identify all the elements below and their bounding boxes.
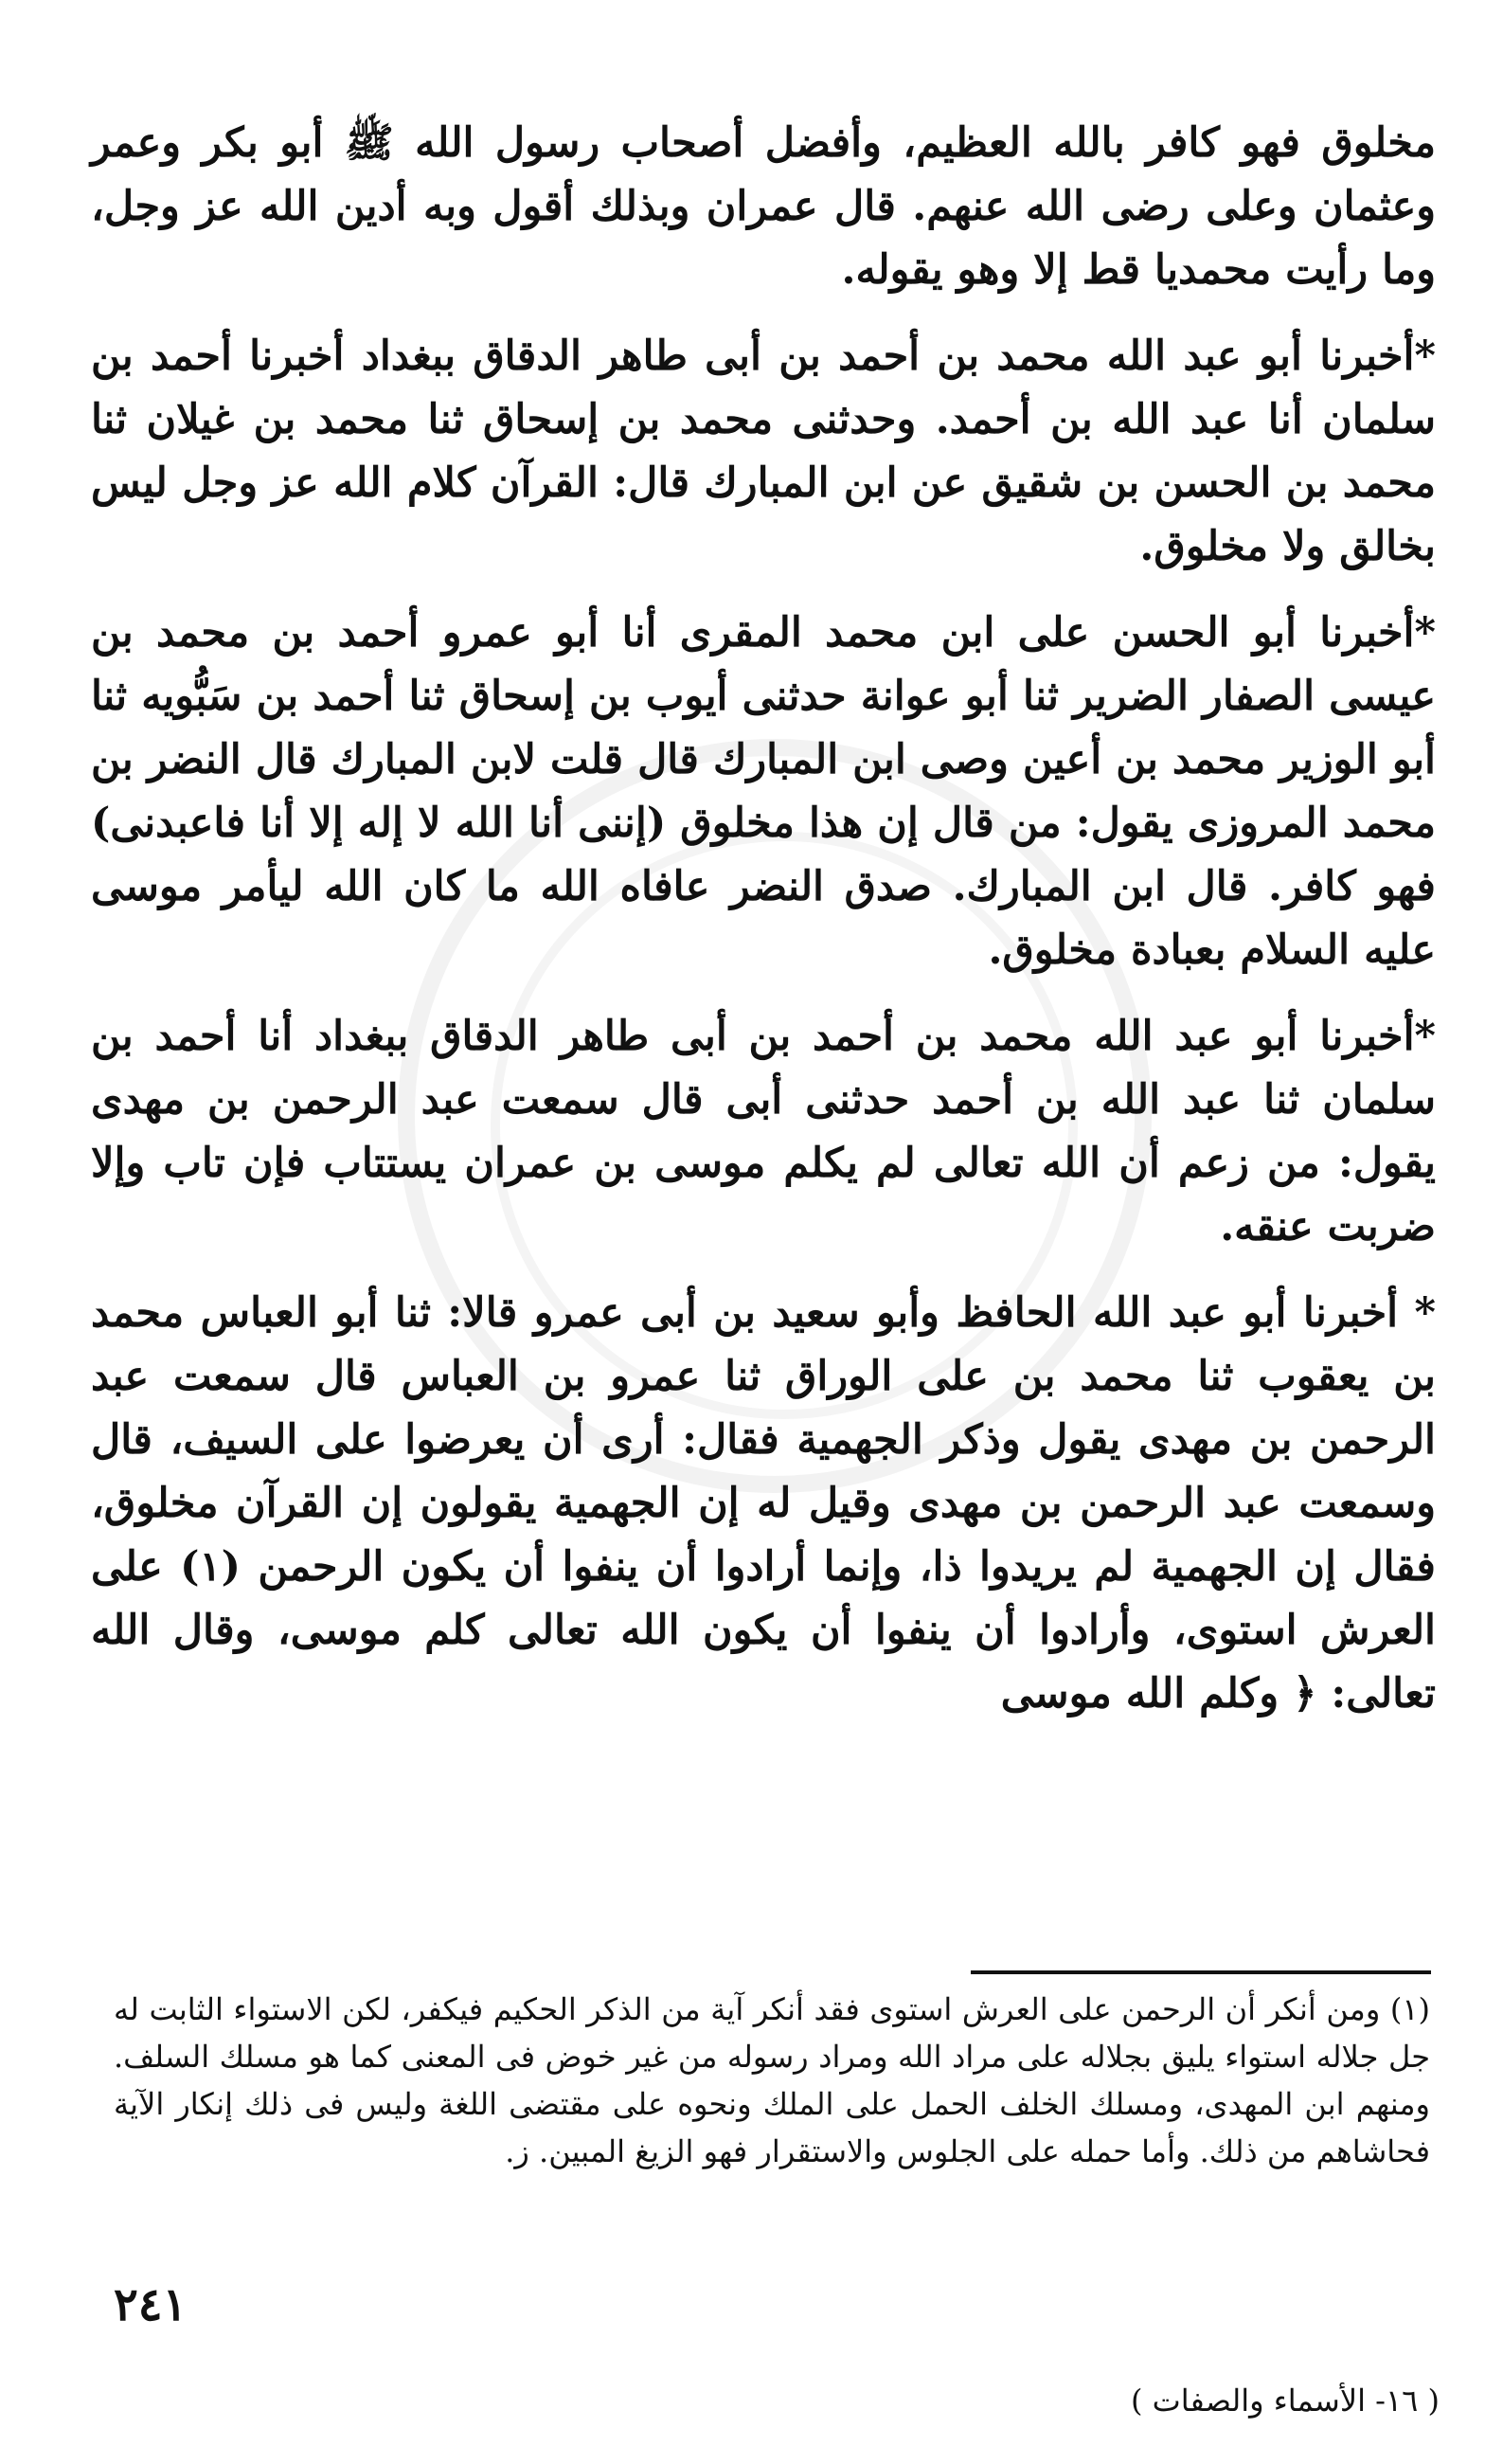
page-number: ٢٤١: [114, 2278, 188, 2331]
footnote: [114, 1986, 1430, 2175]
paragraph-2: *أخبرنا أبو عبد الله محمد بن أحمد بن أبى طاهر الدقاق ببغداد أخبرنا أحمد بن سلمان أنا عبد الله بن أحمد. وحدثنى محمد بن إسحاق ثنا محمد بن غيلان ثنا محمد بن الحسن بن شقيق عن ابن المبارك قال: القرآن كلام الله عز وجل ليس بخالق ولا مخلوق.: [91, 333, 1436, 570]
paragraph-1: مخلوق فهو كافر بالله العظيم، وأفضل أصحاب رسول الله ﷺ أبو بكر وعمر وعثمان وعلى رضى الله عنهم. قال عمران وبذلك أقول وبه أدين الله عز وجل، وما رأيت محمديا قط إلا وهو يقوله.: [91, 119, 1436, 294]
paragraph-4: *أخبرنا أبو عبد الله محمد بن أحمد بن أبى طاهر الدقاق ببغداد أنا أحمد بن سلمان ثنا عبد الله بن أحمد حدثنى أبى قال سمعت عبد الرحمن بن مهدى يقول: من زعم أن الله تعالى لم يكلم موسى بن عمران يستتاب فإن تاب وإلا ضربت عنقه.: [91, 1013, 1436, 1250]
paragraph-5-text: * أخبرنا أبو عبد الله الحافظ وأبو سعيد بن أبى عمرو قالا: ثنا أبو العباس محمد بن يعقوب ثنا محمد بن على الوراق ثنا عمرو بن العباس قال سمعت عبد الرحمن بن مهدى يقول وذكر الجهمية فقال: أرى أن يعرضوا على السيف، قال وسمعت عبد الرحمن بن مهدى وقيل له إن الجهمية يقولون إن القرآن مخلوق، فقال إن الجهمية لم يريدوا ذا، وإنما أرادوا أن ينفوا أن يكون الرحمن (١) على العرش استوى، وأرادوا أن ينفوا أن يكون الله تعالى كلم موسى، وقال الله تعالى:: [91, 1289, 1436, 1718]
paragraph-5: [91, 1282, 1436, 1726]
main-text-body: [91, 112, 1436, 1749]
paragraph-3: *أخبرنا أبو الحسن على ابن محمد المقرى أنا أبو عمرو أحمد بن محمد بن عيسى الصفار الضرير ثنا أبو عوانة حدثنى أيوب بن إسحاق ثنا أحمد بن سَبُّويه ثنا أبو الوزير محمد بن أعين وصى ابن المبارك قال قلت لابن المبارك قال النضر بن محمد المروزى يقول: من قال إن هذا مخلوق (إننى أنا الله لا إله إلا أنا فاعبدنى) فهو كافر. قال ابن المبارك. صدق النضر عافاه الله ما كان الله ليأمر موسى عليه السلام بعبادة مخلوق.: [91, 609, 1436, 974]
chapter-marker: ( ١٦- الأسماء والصفات ): [1131, 2383, 1440, 2419]
footnote-text: (١) ومن أنكر أن الرحمن على العرش استوى فقد أنكر آية من الذكر الحكيم فيكفر، لكن الاستواء الثابت له جل جلاله استواء يليق بجلاله على مراد الله ومراد رسوله من غير خوض فى المعنى كما هو مسلك السلف. ومنهم ابن المهدى، ومسلك الخلف الحمل على الملك ونحوه على مقتضى اللغة وليس فى ذلك إنكار الآية فحاشاهم من ذلك. وأما حمله على الجلوس والاستقرار فهو الزيغ المبين. ز.: [114, 1991, 1430, 2169]
verse-fragment: ﴿ وكلم الله موسى: [1000, 1670, 1317, 1718]
footnote-divider: [971, 1970, 1431, 1974]
